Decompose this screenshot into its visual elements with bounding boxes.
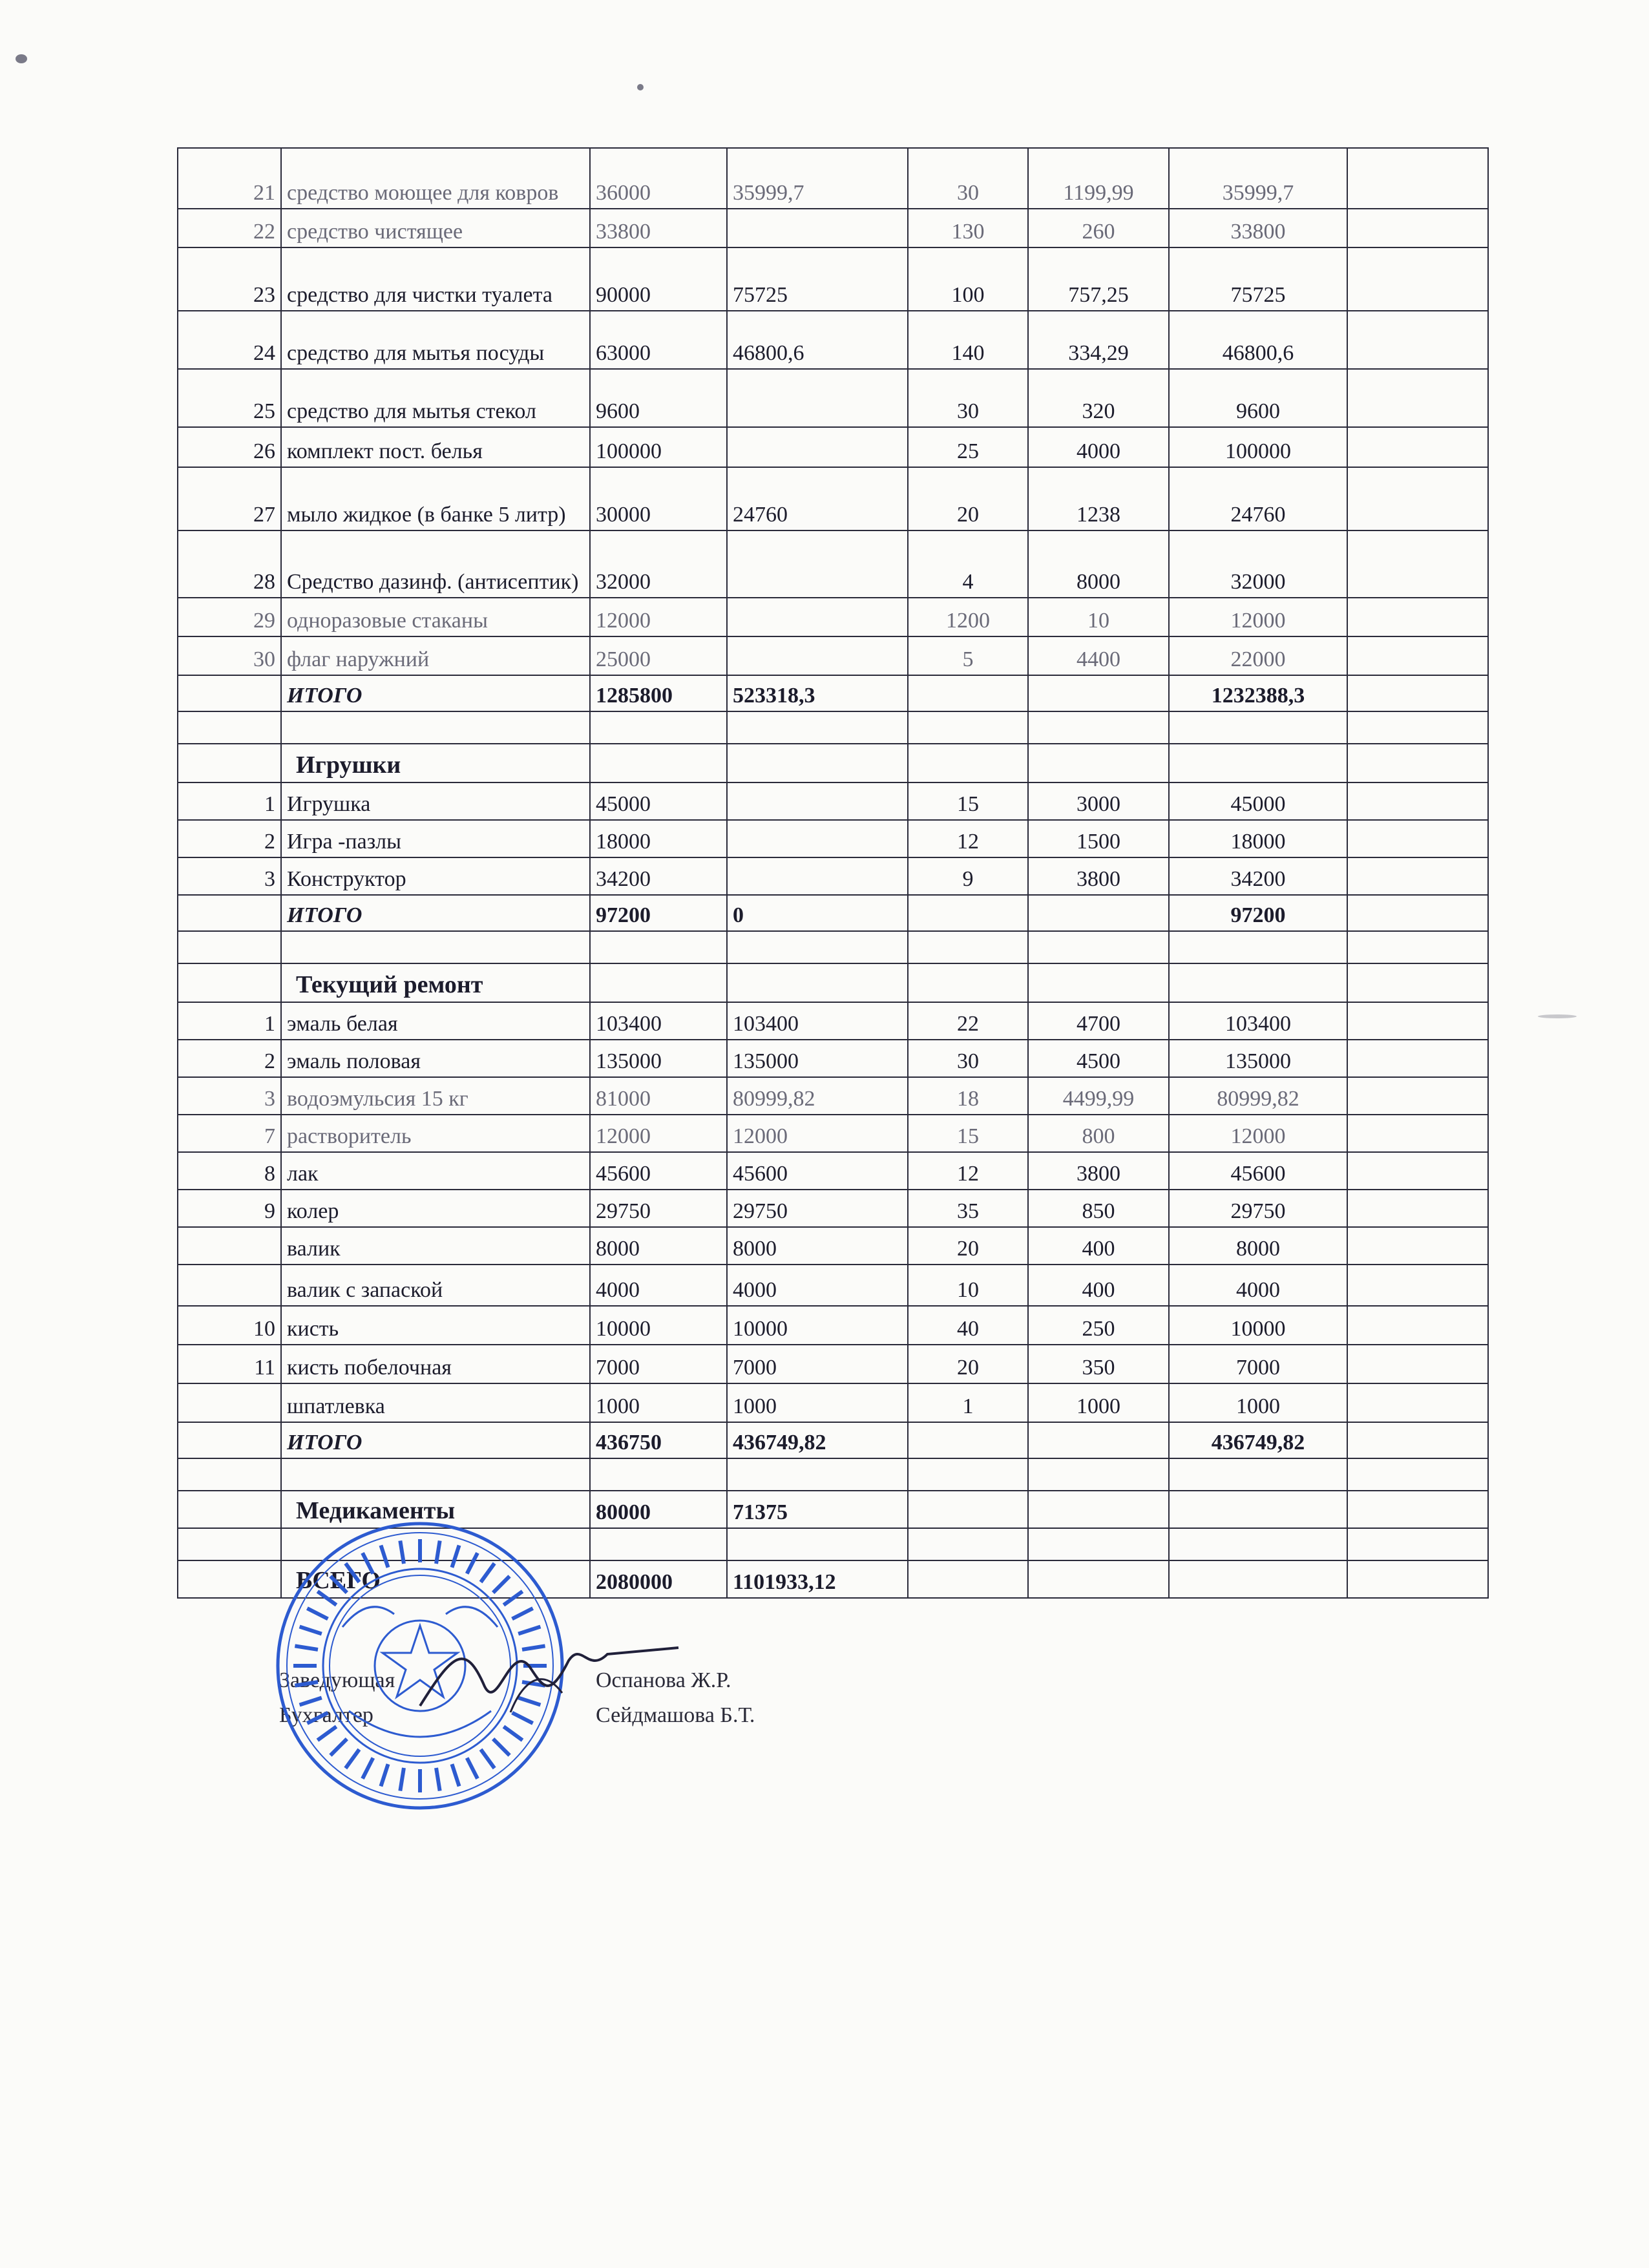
- spent-amount: 135000: [727, 1040, 908, 1077]
- planned-amount: 100000: [590, 427, 727, 467]
- unit-price: 4500: [1028, 1040, 1169, 1077]
- unit-price: 4000: [1028, 427, 1169, 467]
- row-number: 2: [178, 820, 281, 857]
- table-row: [178, 530, 1488, 598]
- quantity: 20: [908, 467, 1028, 530]
- section-title: Текущий ремонт: [281, 963, 590, 1002]
- table-row: [178, 782, 1488, 820]
- table-row: [178, 636, 1488, 675]
- expense-table: [177, 147, 1489, 1599]
- row-number: 22: [178, 209, 281, 247]
- total-sum: 1232388,3: [1169, 675, 1347, 711]
- quantity: 9: [908, 857, 1028, 895]
- planned-amount: 32000: [590, 530, 727, 598]
- head-role: Заведующая: [279, 1668, 395, 1692]
- blank-row: [178, 1458, 1488, 1491]
- total-amount: 46800,6: [1169, 311, 1347, 369]
- quantity: 140: [908, 311, 1028, 369]
- spent-amount: 46800,6: [727, 311, 908, 369]
- unit-price: 400: [1028, 1227, 1169, 1265]
- table-row: [178, 820, 1488, 857]
- item-name: кисть побелочная: [281, 1345, 590, 1383]
- spent-amount: [727, 530, 908, 598]
- spent-amount: [727, 369, 908, 427]
- spent-amount: [727, 209, 908, 247]
- blank-row: [178, 931, 1488, 963]
- accountant-role: Бухгалтер: [279, 1703, 373, 1727]
- unit-price: 1500: [1028, 820, 1169, 857]
- quantity: 100: [908, 247, 1028, 311]
- total-label: ИТОГО: [281, 675, 590, 711]
- spent-amount: 103400: [727, 1002, 908, 1040]
- table-row: [178, 1002, 1488, 1040]
- planned-amount: 4000: [590, 1265, 727, 1306]
- planned-amount: 7000: [590, 1345, 727, 1383]
- spent-amount: 7000: [727, 1345, 908, 1383]
- total-amount: 29750: [1169, 1190, 1347, 1227]
- spent-amount: [727, 636, 908, 675]
- total-amount: 80999,82: [1169, 1077, 1347, 1115]
- quantity: 15: [908, 782, 1028, 820]
- quantity: 20: [908, 1345, 1028, 1383]
- quantity: 5: [908, 636, 1028, 675]
- row-number: 7: [178, 1115, 281, 1152]
- accountant-name: Сейдмашова Б.Т.: [596, 1703, 755, 1727]
- planned-amount: 18000: [590, 820, 727, 857]
- table-row: [178, 209, 1488, 247]
- unit-price: 1238: [1028, 467, 1169, 530]
- total-amount: 33800: [1169, 209, 1347, 247]
- table-row: [178, 1190, 1488, 1227]
- total-amount: 103400: [1169, 1002, 1347, 1040]
- row-number: 9: [178, 1190, 281, 1227]
- section-title: Игрушки: [281, 744, 590, 782]
- unit-price: 757,25: [1028, 247, 1169, 311]
- table-row: [178, 1306, 1488, 1345]
- item-name: средство для чистки туалета: [281, 247, 590, 311]
- total-sum: 436749,82: [1169, 1422, 1347, 1458]
- total-amount: 7000: [1169, 1345, 1347, 1383]
- spent-amount: [727, 857, 908, 895]
- table-row: [178, 598, 1488, 636]
- item-name: валик с запаской: [281, 1265, 590, 1306]
- medicine-label: Медикаменты: [281, 1491, 590, 1528]
- quantity: 20: [908, 1227, 1028, 1265]
- unit-price: 320: [1028, 369, 1169, 427]
- planned-amount: 33800: [590, 209, 727, 247]
- total-spent: 0: [727, 895, 908, 931]
- grand-total-planned: 2080000: [590, 1560, 727, 1598]
- row-number: 28: [178, 530, 281, 598]
- item-name: флаг наружний: [281, 636, 590, 675]
- planned-amount: 12000: [590, 1115, 727, 1152]
- spent-amount: 12000: [727, 1115, 908, 1152]
- planned-amount: 63000: [590, 311, 727, 369]
- total-amount: 75725: [1169, 247, 1347, 311]
- table-row: [178, 467, 1488, 530]
- signature-scribble: [414, 1628, 685, 1725]
- spent-amount: [727, 782, 908, 820]
- total-amount: 24760: [1169, 467, 1347, 530]
- row-number: 30: [178, 636, 281, 675]
- total-label: ИТОГО: [281, 895, 590, 931]
- quantity: 18: [908, 1077, 1028, 1115]
- item-name: средство моющее для ковров: [281, 148, 590, 209]
- table-row: [178, 311, 1488, 369]
- total-planned: 1285800: [590, 675, 727, 711]
- grand-total-label: ВСЕГО: [281, 1560, 590, 1598]
- planned-amount: 45000: [590, 782, 727, 820]
- quantity: 30: [908, 148, 1028, 209]
- spent-amount: [727, 820, 908, 857]
- item-name: кисть: [281, 1306, 590, 1345]
- row-number: [178, 1265, 281, 1306]
- item-name: шпатлевка: [281, 1383, 590, 1422]
- total-planned: 97200: [590, 895, 727, 931]
- table-row: [178, 1077, 1488, 1115]
- item-name: средство чистящее: [281, 209, 590, 247]
- spent-amount: 8000: [727, 1227, 908, 1265]
- item-name: эмаль белая: [281, 1002, 590, 1040]
- quantity: 30: [908, 369, 1028, 427]
- unit-price: 3800: [1028, 857, 1169, 895]
- total-planned: 436750: [590, 1422, 727, 1458]
- planned-amount: 30000: [590, 467, 727, 530]
- scan-speck: [637, 84, 644, 90]
- item-name: средство для мытья стекол: [281, 369, 590, 427]
- scan-speck: [16, 54, 27, 63]
- total-label: ИТОГО: [281, 1422, 590, 1458]
- total-amount: 9600: [1169, 369, 1347, 427]
- item-name: растворитель: [281, 1115, 590, 1152]
- planned-amount: 1000: [590, 1383, 727, 1422]
- planned-amount: 25000: [590, 636, 727, 675]
- planned-amount: 81000: [590, 1077, 727, 1115]
- quantity: 25: [908, 427, 1028, 467]
- item-name: мыло жидкое (в банке 5 литр): [281, 467, 590, 530]
- planned-amount: 12000: [590, 598, 727, 636]
- planned-amount: 90000: [590, 247, 727, 311]
- unit-price: 800: [1028, 1115, 1169, 1152]
- grand-total-spent: 1101933,12: [727, 1560, 908, 1598]
- item-name: средство для мытья посуды: [281, 311, 590, 369]
- row-number: 3: [178, 1077, 281, 1115]
- unit-price: 334,29: [1028, 311, 1169, 369]
- row-number: 1: [178, 782, 281, 820]
- unit-price: 350: [1028, 1345, 1169, 1383]
- item-name: колер: [281, 1190, 590, 1227]
- quantity: 10: [908, 1265, 1028, 1306]
- table-row: [178, 857, 1488, 895]
- quantity: 15: [908, 1115, 1028, 1152]
- table-row: [178, 1040, 1488, 1077]
- quantity: 4: [908, 530, 1028, 598]
- row-number: [178, 1227, 281, 1265]
- spent-amount: 10000: [727, 1306, 908, 1345]
- spent-amount: 75725: [727, 247, 908, 311]
- row-number: 10: [178, 1306, 281, 1345]
- unit-price: 4499,99: [1028, 1077, 1169, 1115]
- row-number: 24: [178, 311, 281, 369]
- total-amount: 12000: [1169, 1115, 1347, 1152]
- row-number: 29: [178, 598, 281, 636]
- table-row: [178, 1227, 1488, 1265]
- unit-price: 260: [1028, 209, 1169, 247]
- table-row: [178, 1265, 1488, 1306]
- total-amount: 22000: [1169, 636, 1347, 675]
- spent-amount: 35999,7: [727, 148, 908, 209]
- quantity: 30: [908, 1040, 1028, 1077]
- row-number: 27: [178, 467, 281, 530]
- planned-amount: 103400: [590, 1002, 727, 1040]
- planned-amount: 9600: [590, 369, 727, 427]
- quantity: 40: [908, 1306, 1028, 1345]
- unit-price: 3800: [1028, 1152, 1169, 1190]
- total-amount: 4000: [1169, 1265, 1347, 1306]
- table-row: [178, 148, 1488, 209]
- table-row: [178, 1115, 1488, 1152]
- quantity: 22: [908, 1002, 1028, 1040]
- planned-amount: 29750: [590, 1190, 727, 1227]
- row-number: [178, 1383, 281, 1422]
- row-number: 26: [178, 427, 281, 467]
- total-amount: 34200: [1169, 857, 1347, 895]
- unit-price: 1000: [1028, 1383, 1169, 1422]
- quantity: 35: [908, 1190, 1028, 1227]
- total-sum: 97200: [1169, 895, 1347, 931]
- quantity: 12: [908, 1152, 1028, 1190]
- row-number: 1: [178, 1002, 281, 1040]
- scan-speck: [1538, 1014, 1577, 1018]
- total-amount: 45600: [1169, 1152, 1347, 1190]
- total-row: [178, 675, 1488, 711]
- spent-amount: 24760: [727, 467, 908, 530]
- item-name: Конструктор: [281, 857, 590, 895]
- table-row: [178, 1383, 1488, 1422]
- spent-amount: 1000: [727, 1383, 908, 1422]
- item-name: одноразовые стаканы: [281, 598, 590, 636]
- quantity: 1: [908, 1383, 1028, 1422]
- row-number: 3: [178, 857, 281, 895]
- planned-amount: 8000: [590, 1227, 727, 1265]
- total-spent: 523318,3: [727, 675, 908, 711]
- unit-price: 850: [1028, 1190, 1169, 1227]
- table-row: [178, 427, 1488, 467]
- blank-row: [178, 711, 1488, 744]
- item-name: водоэмульсия 15 кг: [281, 1077, 590, 1115]
- total-amount: 45000: [1169, 782, 1347, 820]
- total-amount: 8000: [1169, 1227, 1347, 1265]
- table-row: [178, 1152, 1488, 1190]
- total-amount: 35999,7: [1169, 148, 1347, 209]
- item-name: Игрушка: [281, 782, 590, 820]
- section-header: [178, 744, 1488, 782]
- unit-price: 3000: [1028, 782, 1169, 820]
- total-spent: 436749,82: [727, 1422, 908, 1458]
- spent-amount: 45600: [727, 1152, 908, 1190]
- item-name: валик: [281, 1227, 590, 1265]
- spent-amount: 80999,82: [727, 1077, 908, 1115]
- quantity: 1200: [908, 598, 1028, 636]
- spent-amount: 29750: [727, 1190, 908, 1227]
- planned-amount: 135000: [590, 1040, 727, 1077]
- row-number: 8: [178, 1152, 281, 1190]
- total-amount: 18000: [1169, 820, 1347, 857]
- item-name: эмаль половая: [281, 1040, 590, 1077]
- table-row: [178, 1345, 1488, 1383]
- planned-amount: 34200: [590, 857, 727, 895]
- spent-amount: 4000: [727, 1265, 908, 1306]
- item-name: лак: [281, 1152, 590, 1190]
- row-number: 21: [178, 148, 281, 209]
- planned-amount: 10000: [590, 1306, 727, 1345]
- unit-price: 4700: [1028, 1002, 1169, 1040]
- total-row: [178, 895, 1488, 931]
- section-header: [178, 963, 1488, 1002]
- total-amount: 1000: [1169, 1383, 1347, 1422]
- row-number: 11: [178, 1345, 281, 1383]
- medicine-spent: 71375: [727, 1491, 908, 1528]
- medicine-planned: 80000: [590, 1491, 727, 1528]
- spent-amount: [727, 598, 908, 636]
- item-name: Средство дазинф. (антисептик): [281, 530, 590, 598]
- item-name: комплект пост. белья: [281, 427, 590, 467]
- unit-price: 10: [1028, 598, 1169, 636]
- total-amount: 100000: [1169, 427, 1347, 467]
- total-amount: 12000: [1169, 598, 1347, 636]
- table-row: [178, 247, 1488, 311]
- unit-price: 400: [1028, 1265, 1169, 1306]
- quantity: 12: [908, 820, 1028, 857]
- unit-price: 250: [1028, 1306, 1169, 1345]
- item-name: Игра -пазлы: [281, 820, 590, 857]
- quantity: 130: [908, 209, 1028, 247]
- planned-amount: 45600: [590, 1152, 727, 1190]
- table-row: [178, 369, 1488, 427]
- unit-price: 8000: [1028, 530, 1169, 598]
- row-number: 25: [178, 369, 281, 427]
- spent-amount: [727, 427, 908, 467]
- total-amount: 10000: [1169, 1306, 1347, 1345]
- row-number: 23: [178, 247, 281, 311]
- total-row: [178, 1422, 1488, 1458]
- total-amount: 32000: [1169, 530, 1347, 598]
- row-number: 2: [178, 1040, 281, 1077]
- planned-amount: 36000: [590, 148, 727, 209]
- unit-price: 1199,99: [1028, 148, 1169, 209]
- head-name: Оспанова Ж.Р.: [596, 1668, 731, 1692]
- unit-price: 4400: [1028, 636, 1169, 675]
- total-amount: 135000: [1169, 1040, 1347, 1077]
